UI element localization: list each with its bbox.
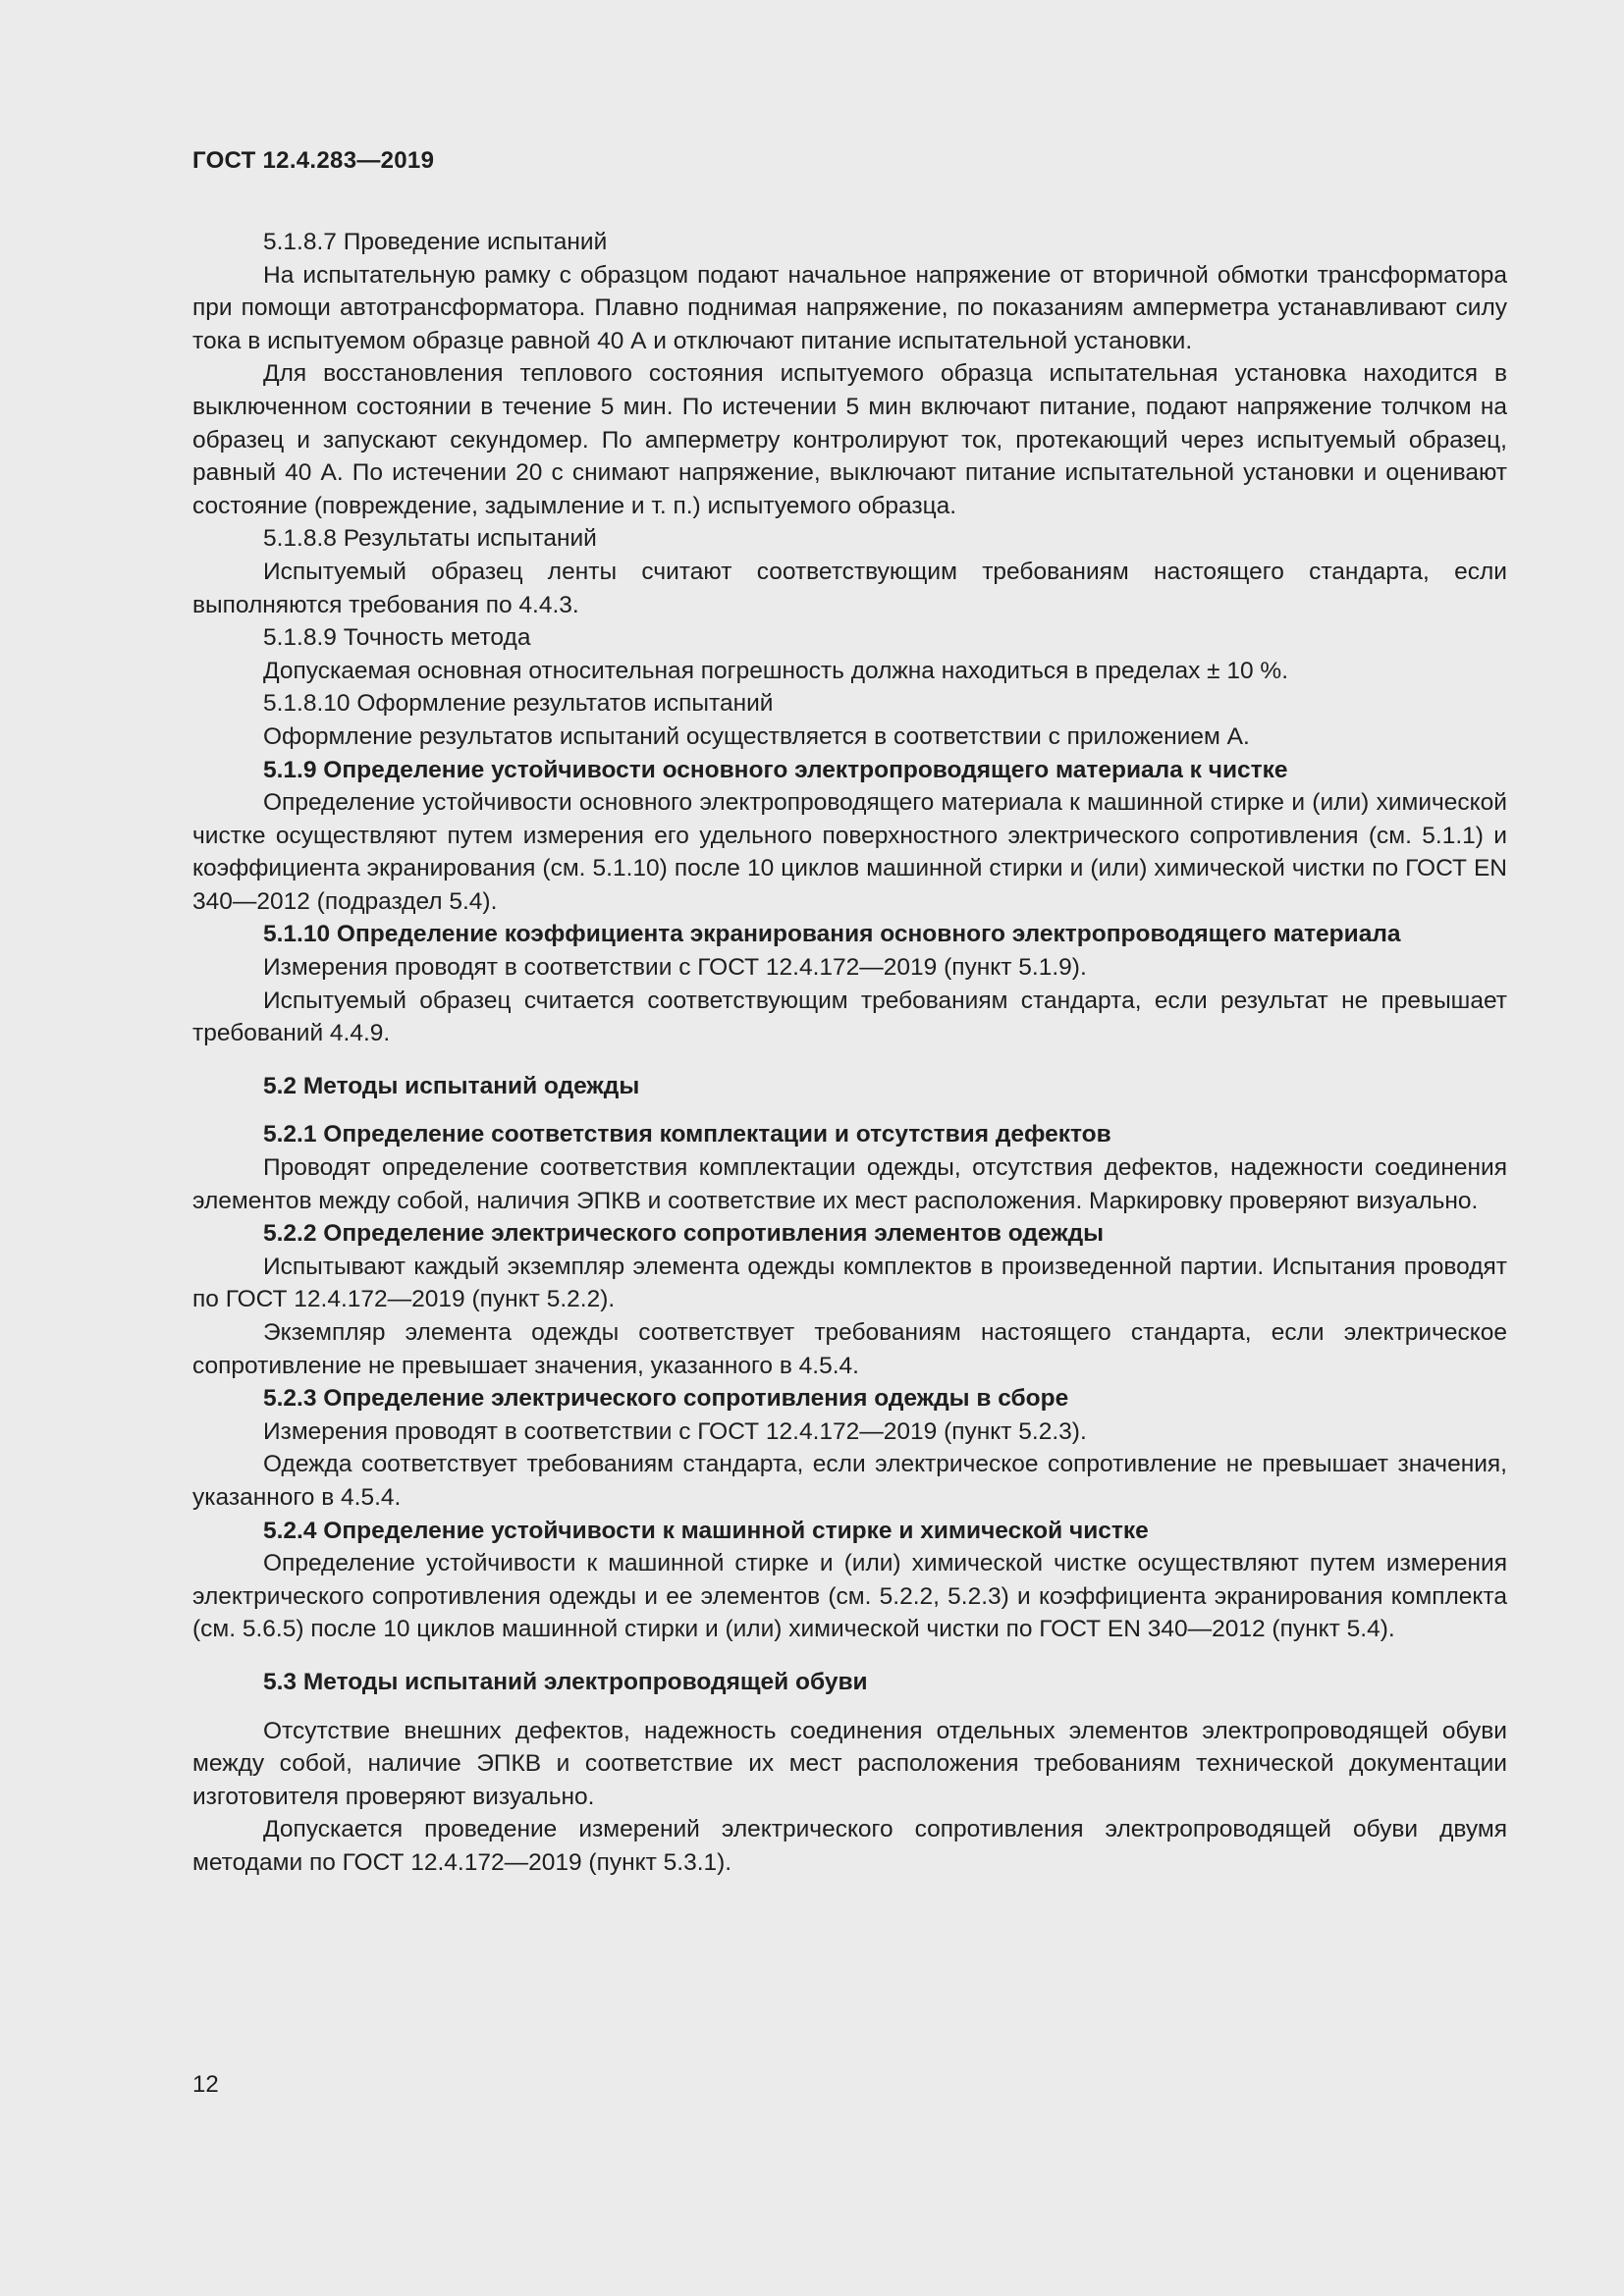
paragraph: Допускается проведение измерений электрического сопротивления электропроводящей обуви двумя методами по ГОСТ 12.4.172—2019 (пункт 5.3.1). xyxy=(192,1816,1507,1876)
section-title-5-1-9: 5.1.9 Определение устойчивости основного электропроводящего материала к чистке xyxy=(263,756,1288,783)
paragraph: Определение устойчивости основного электропроводящего материала к машинной стирке и (или) химической чистке осуществляют путем измерения его удельного поверхностного электрического сопротивления (см. 5.1.1) и коэффициента экранирования (см. 5.1.10) после 10 циклов машинной стирки и (или) химической чистки по ГОСТ EN 340—2012 (подраздел 5.4). xyxy=(192,789,1507,915)
paragraph: Измерения проводят в соответствии с ГОСТ 12.4.172—2019 (пункт 5.1.9). xyxy=(263,954,1087,982)
section-title-5-2-1: 5.2.1 Определение соответствия комплектации и отсутствия дефектов xyxy=(263,1121,1111,1148)
paragraph: Для восстановления теплового состояния испытуемого образца испытательная установка находится в выключенном состоянии в течение 5 мин. По истечении 5 мин включают питание, подают напряжение толчком на образец и запускают секундомер. По амперметру контролируют ток, протекающий через испытуемый образец, равный 40 А. По истечении 20 с снимают напряжение, выключают питание испытательной установки и оценивают состояние (повреждение, задымление и т. п.) испытуемого образца. xyxy=(192,360,1507,519)
subsection-title-5-1-8-9: 5.1.8.9 Точность метода xyxy=(263,624,531,652)
paragraph: Проводят определение соответствия комплектации одежды, отсутствия дефектов, надежности соединения элементов между собой, наличия ЭПКВ и соответствие их мест расположения. Маркировку проверяют визуально. xyxy=(192,1154,1507,1214)
paragraph: Оформление результатов испытаний осуществляется в соответствии с приложением А. xyxy=(263,722,1250,750)
section-heading-5-3: 5.3 Методы испытаний электропроводящей обуви xyxy=(263,1668,868,1695)
page-number: 12 xyxy=(192,2071,219,2098)
paragraph: Одежда соответствует требованиям стандарта, если электрическое сопротивление не превышает значения, указанного в 4.5.4. xyxy=(192,1451,1507,1511)
paragraph: Отсутствие внешних дефектов, надежность соединения отдельных элементов электропроводящей обуви между собой, наличие ЭПКВ и соответствие их мест расположения требованиям технической документации изготовителя проверяют визуально. xyxy=(192,1717,1507,1810)
paragraph: Испытуемый образец считается соответствующим требованиям стандарта, если результат не превышает требований 4.4.9. xyxy=(192,987,1507,1047)
subsection-title-5-1-8-7: 5.1.8.7 Проведение испытаний xyxy=(263,229,608,255)
paragraph: Испытывают каждый экземпляр элемента одежды комплектов в произведенной партии. Испытания проводят по ГОСТ 12.4.172—2019 (пункт 5.2.2). xyxy=(192,1253,1507,1313)
paragraph: Измерения проводят в соответствии с ГОСТ 12.4.172—2019 (пункт 5.2.3). xyxy=(263,1417,1087,1445)
subsection-title-5-1-8-8: 5.1.8.8 Результаты испытаний xyxy=(263,525,597,553)
section-title-5-2-3: 5.2.3 Определение электрического сопротивления одежды в сборе xyxy=(263,1385,1069,1413)
paragraph: Испытуемый образец ленты считают соответствующим требованиям настоящего стандарта, если выполняются требования по 4.4.3. xyxy=(192,558,1507,618)
document-id-header: ГОСТ 12.4.283—2019 xyxy=(192,147,435,174)
subsection-title-5-1-8-10: 5.1.8.10 Оформление результатов испытаний xyxy=(263,690,774,718)
paragraph: На испытательную рамку с образцом подают начальное напряжение от вторичной обмотки трансформатора при помощи автотрансформатора. Плавно поднимая напряжение, по показаниям амперметра устанавливают силу тока в испытуемом образце равной 40 А и отключают питание испытательной установки. xyxy=(192,261,1507,354)
section-title-5-1-10: 5.1.10 Определение коэффициента экранирования основного электропроводящего материала xyxy=(263,921,1401,948)
paragraph: Экземпляр элемента одежды соответствует требованиям настоящего стандарта, если электрическое сопротивление не превышает значения, указанного в 4.5.4. xyxy=(192,1319,1507,1379)
section-heading-5-2: 5.2 Методы испытаний одежды xyxy=(263,1072,640,1099)
section-title-5-2-2: 5.2.2 Определение электрического сопротивления элементов одежды xyxy=(263,1220,1105,1248)
section-title-5-2-4: 5.2.4 Определение устойчивости к машинной стирке и химической чистке xyxy=(263,1517,1149,1544)
paragraph: Определение устойчивости к машинной стирке и (или) химической чистке осуществляют путем измерения электрического сопротивления одежды и ее элементов (см. 5.2.2, 5.2.3) и коэффициента экранирования комплекта (см. 5.6.5) после 10 циклов машинной стирки и (или) химической чистки по ГОСТ EN 340—2012 (пункт 5.4). xyxy=(192,1550,1507,1643)
paragraph: Допускаемая основная относительная погрешность должна находиться в пределах ± 10 %. xyxy=(263,657,1289,684)
document-body xyxy=(192,226,1507,1880)
